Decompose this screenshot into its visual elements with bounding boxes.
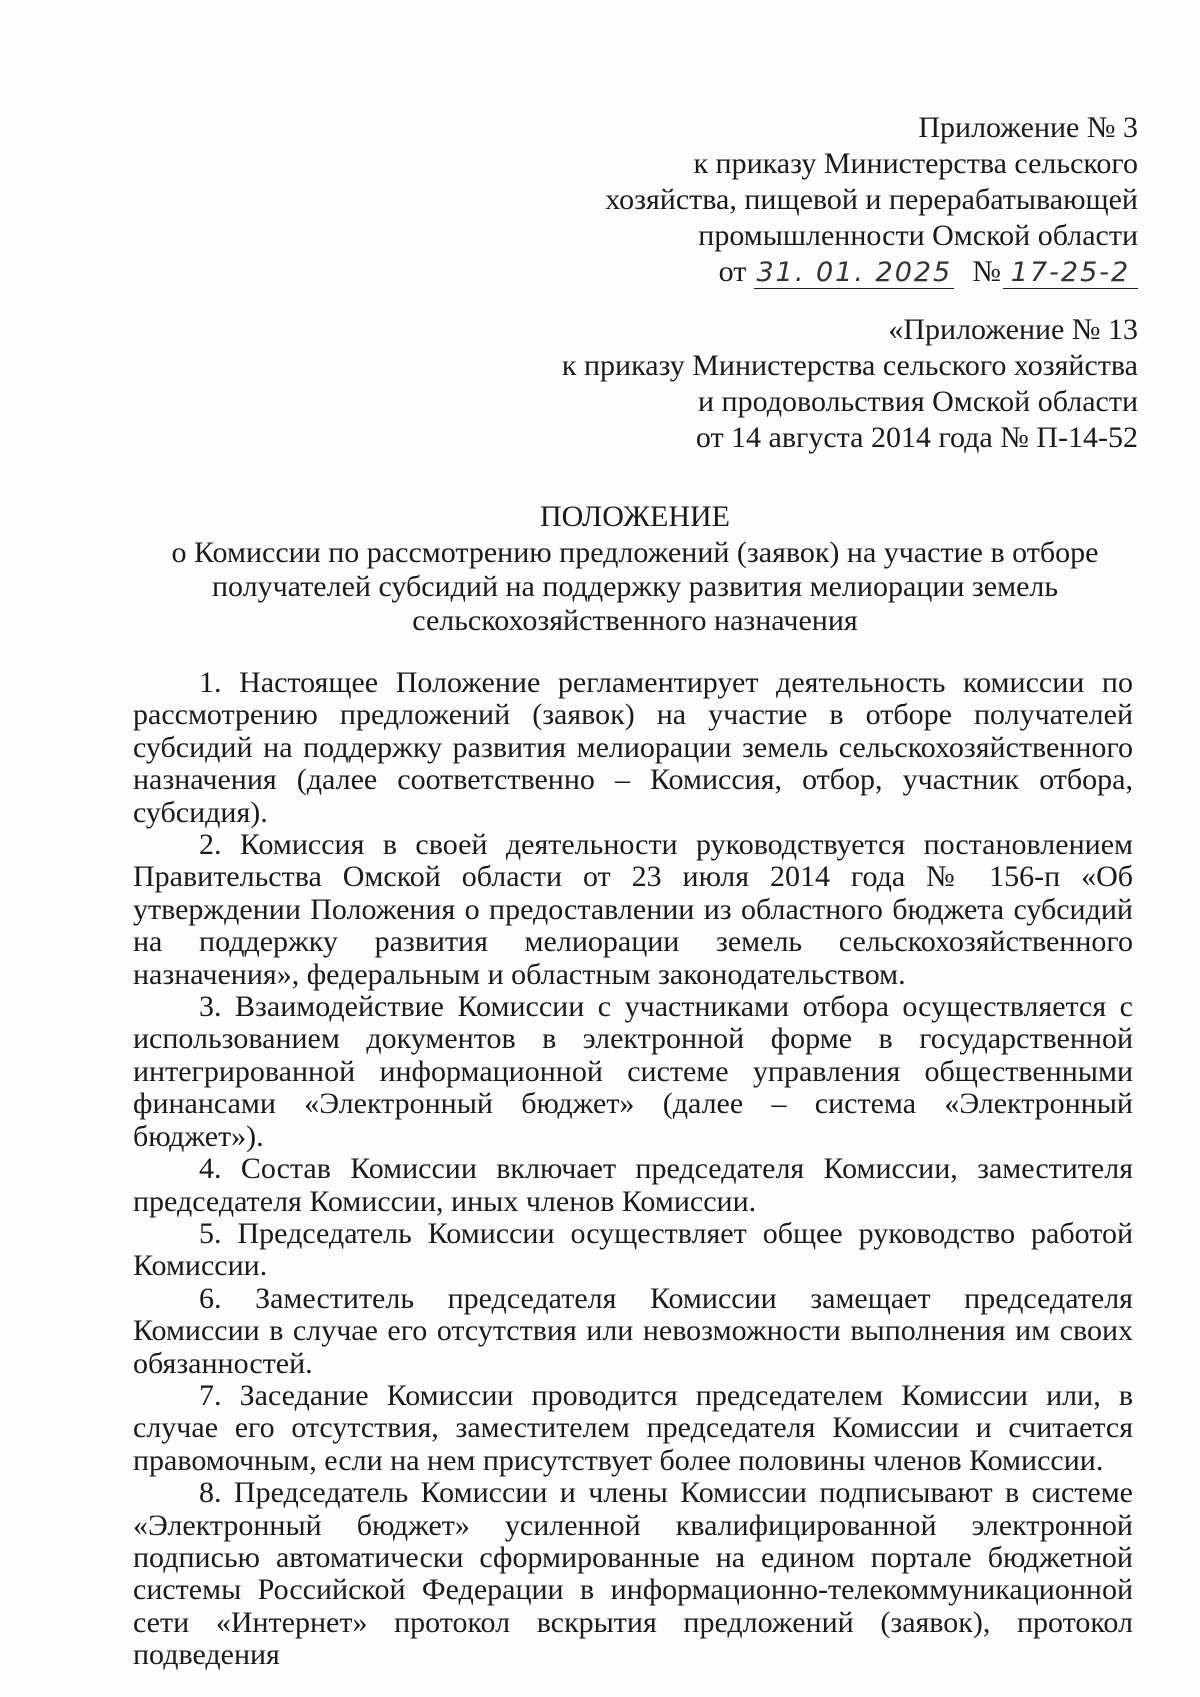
order-date-line (605, 254, 1138, 290)
appendix-header (605, 110, 1138, 290)
number-prefix: № (972, 255, 1001, 288)
quoted-line-2: к приказу Министерства сельского хозяйства (561, 349, 1138, 382)
paragraph-4: 4. Состав Комиссии включает председателя Комиссии, заместителя председателя Комиссии, иных членов Комиссии. (133, 1152, 1133, 1218)
handwritten-date: 31. 01. 2025 (754, 258, 954, 289)
appendix-line-4: промышленности Омской области (698, 219, 1138, 252)
date-prefix: от (718, 255, 747, 288)
appendix-line-2: к приказу Министерства сельского (693, 147, 1138, 180)
paragraph-5: 5. Председатель Комиссии осуществляет общее руководство работой Комиссии. (133, 1216, 1133, 1283)
paragraph-6: 6. Заместитель председателя Комиссии замещает председателя Комиссии в случае его отсутствия или невозможности выполнения им своих обязанностей. (133, 1281, 1133, 1380)
paragraph-1: 1. Настоящее Положение регламентирует деятельность комиссии по рассмотрению предложений (заявок) на участие в отборе получателей субсидий на поддержку развития мелиорации земель сельскохозяйственного назначения (далее соответственно – Комиссия, отбор, участник отбора, субсидия). (133, 666, 1133, 829)
quoted-appendix (562, 312, 1138, 456)
document-body (133, 667, 1133, 1672)
appendix-line-3: хозяйства, пищевой и перерабатывающей (605, 183, 1138, 216)
subtitle-line-1: о Комиссии по рассмотрению предложений (заявок) на участие в отборе (171, 536, 1099, 569)
document-title (140, 500, 1130, 638)
paragraph-7: 7. Заседание Комиссии проводится председателем Комиссии или, в случае его отсутствия, заместителем председателя Комиссии и считается правомочным, если на нем присутствует более половины членов Комиссии. (133, 1378, 1133, 1477)
paragraph-3: 3. Взаимодействие Комиссии с участниками отбора осуществляется с использованием документов в электронной форме в государственной интегрированной информационной системе управления общественными финансами «Электронный бюджет» (далее – система «Электронный бюджет»). (133, 990, 1133, 1153)
quoted-line-3: и продовольствия Омской области (697, 385, 1138, 418)
subtitle-line-2: получателей субсидий на поддержку развития мелиорации земель (211, 570, 1059, 603)
quoted-line-4: от 14 августа 2014 года № П-14-52 (695, 421, 1138, 454)
paragraph-2: 2. Комиссия в своей деятельности руководствуется постановлением Правительства Омской области от 23 июля 2014 года № 156-п «Об утверждении Положения о предоставлении из областного бюджета субсидий на поддержку развития мелиорации земель сельскохозяйственного назначения», федеральным и областным законодательством. (133, 828, 1133, 991)
document-heading: ПОЛОЖЕНИЕ (540, 500, 730, 533)
paragraph-8: 8. Председатель Комиссии и члены Комиссии подписывают в системе «Электронный бюджет» усиленной квалифицированной электронной подписью автоматически сформированные на едином портале бюджетной системы Российской Федерации в информационно-телекоммуникационной сети «Интернет» протокол вскрытия предложений (заявок), протокол подведения (133, 1476, 1133, 1672)
handwritten-number: 17-25-2 (1003, 258, 1138, 289)
appendix-line-1: Приложение № 3 (918, 111, 1138, 144)
subtitle-line-3: сельскохозяйственного назначения (412, 604, 858, 637)
quoted-line-1: «Приложение № 13 (888, 313, 1138, 346)
